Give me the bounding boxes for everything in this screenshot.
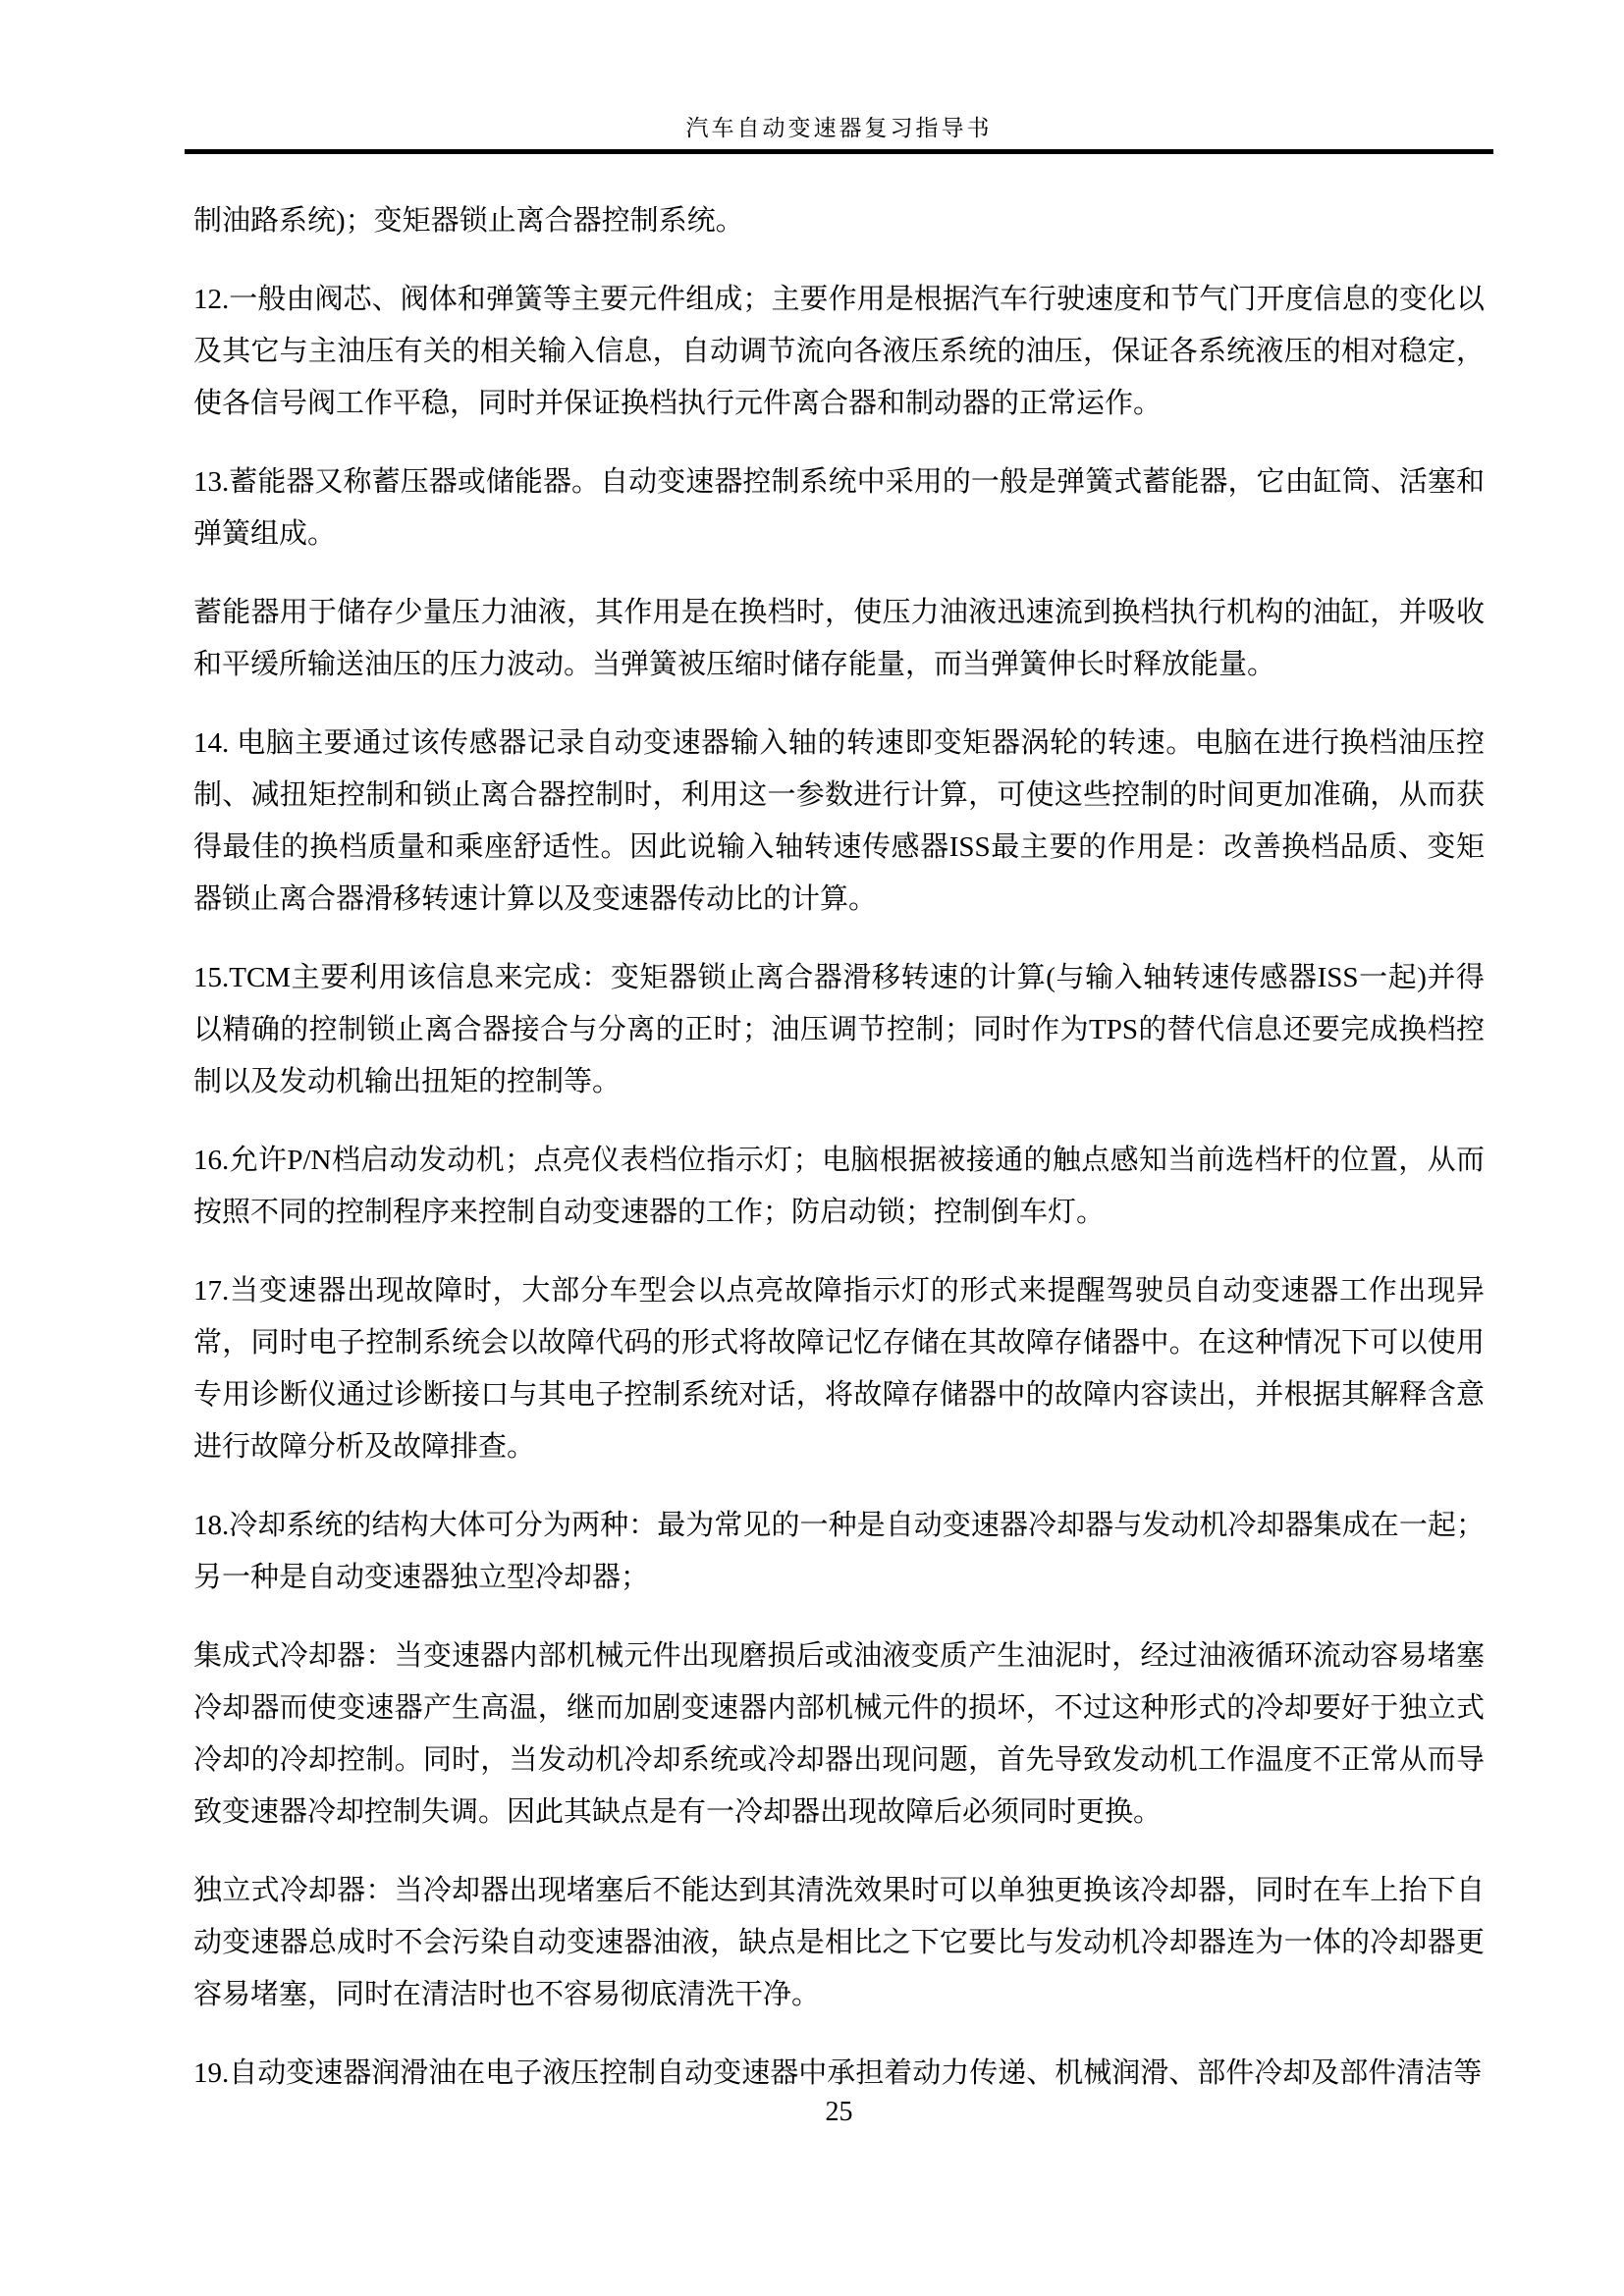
header-rule — [185, 149, 1493, 154]
document-body — [193, 195, 1485, 2126]
paragraph-item-13-note: 蓄能器用于储存少量压力油液，其作用是在换档时，使压力油液迅速流到换档执行机构的油缸，并吸收和平缓所输送油压的压力波动。当弹簧被压缩时储存能量，而当弹簧伸长时释放能量。 — [193, 597, 1485, 680]
page-number: 25 — [825, 2097, 853, 2127]
paragraph-item-18-integrated-cooler: 集成式冷却器：当变速器内部机械元件出现磨损后或油液变质产生油泥时，经过油液循环流动容易堵塞冷却器而使变速器产生高温，继而加剧变速器内部机械元件的损坏，不过这种形式的冷却要好于独立式冷却的冷却控制。同时，当发动机冷却系统或冷却器出现问题，首先导致发动机工作温度不正常从而导致变速器冷却控制失调。因此其缺点是有一冷却器出现故障后必须同时更换。 — [193, 1640, 1485, 1828]
paragraph-item-18-independent-cooler: 独立式冷却器：当冷却器出现堵塞后不能达到其清洗效果时可以单独更换该冷却器，同时在车上抬下自动变速器总成时不会污染自动变速器油液，缺点是相比之下它要比与发动机冷却器连为一体的冷却器更容易堵塞，同时在清洁时也不容易彻底清洗干净。 — [193, 1875, 1485, 2010]
paragraph-continuation-11: 制油路系统)；变矩器锁止离合器控制系统。 — [193, 205, 744, 237]
paragraph-item-13: 13.蓄能器又称蓄压器或储能器。自动变速器控制系统中采用的一般是弹簧式蓄能器，它由缸筒、活塞和弹簧组成。 — [193, 466, 1485, 550]
page-header-title: 汽车自动变速器复习指导书 — [685, 116, 993, 140]
paragraph-item-17: 17.当变速器出现故障时，大部分车型会以点亮故障指示灯的形式来提醒驾驶员自动变速器工作出现异常，同时电子控制系统会以故障代码的形式将故障记忆存储在其故障存储器中。在这种情况下可以使用专用诊断仪通过诊断接口与其电子控制系统对话，将故障存储器中的故障内容读出，并根据其解释含意进行故障分析及故障排查。 — [193, 1275, 1485, 1463]
paragraph-item-19: 19.自动变速器润滑油在电子液压控制自动变速器中承担着动力传递、机械润滑、部件冷却及部件清洁等 — [193, 2057, 1483, 2089]
paragraph-item-16: 16.允许P/N档启动发动机；点亮仪表档位指示灯；电脑根据被接通的触点感知当前选档杆的位置，从而按照不同的控制程序来控制自动变速器的工作；防启动锁；控制倒车灯。 — [193, 1145, 1485, 1228]
paragraph-item-15: 15.TCM主要利用该信息来完成：变矩器锁止离合器滑移转速的计算(与输入轴转速传感器ISS一起)并得以精确的控制锁止离合器接合与分离的正时；油压调节控制；同时作为TPS的替代信息还要完成换档控制以及发动机输出扭矩的控制等。 — [193, 962, 1485, 1097]
paragraph-item-18: 18.冷却系统的结构大体可分为两种：最为常见的一种是自动变速器冷却器与发动机冷却器集成在一起；另一种是自动变速器独立型冷却器； — [193, 1510, 1485, 1593]
paragraph-item-14: 14. 电脑主要通过该传感器记录自动变速器输入轴的转速即变矩器涡轮的转速。电脑在进行换档油压控制、减扭矩控制和锁止离合器控制时，利用这一参数进行计算，可使这些控制的时间更加准确，从而获得最佳的换档质量和乘座舒适性。因此说输入轴转速传感器ISS最主要的作用是：改善换档品质、变矩器锁止离合器滑移转速计算以及变速器传动比的计算。 — [193, 727, 1485, 915]
paragraph-item-12: 12.一般由阀芯、阀体和弹簧等主要元件组成；主要作用是根据汽车行驶速度和节气门开度信息的变化以及其它与主油压有关的相关输入信息，自动调节流向各液压系统的油压，保证各系统液压的相对稳定，使各信号阀工作平稳，同时并保证换档执行元件离合器和制动器的正常运作。 — [193, 284, 1485, 419]
